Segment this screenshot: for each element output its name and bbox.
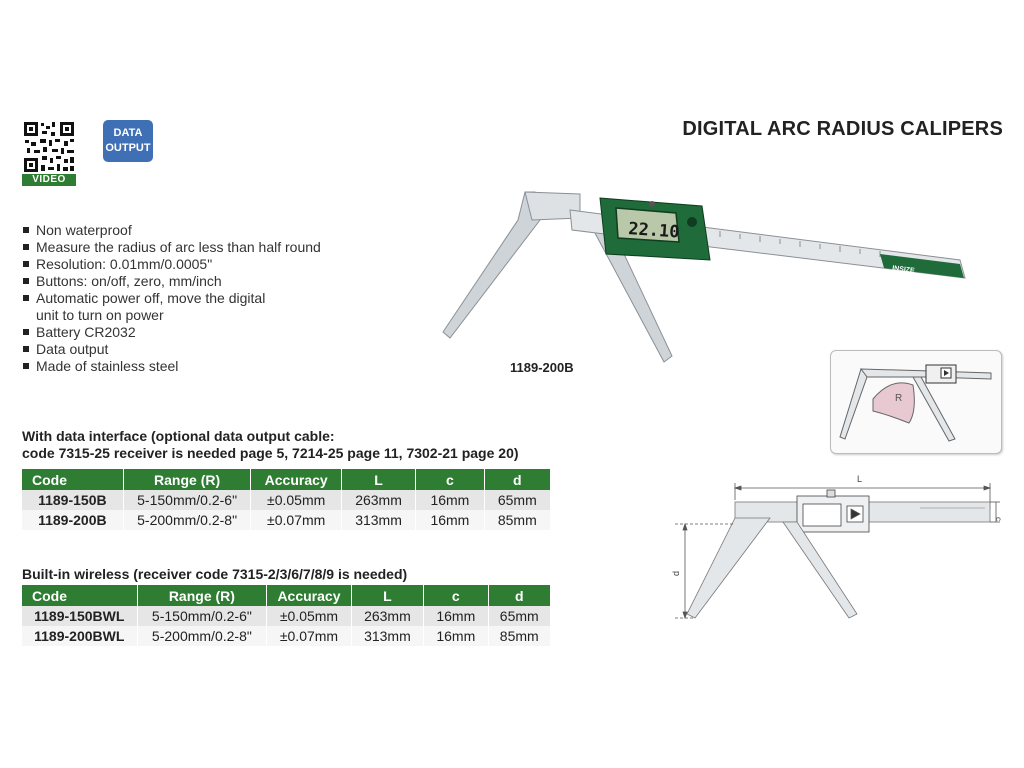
- table-cell: ±0.07mm: [251, 510, 341, 530]
- feature-item: Measure the radius of arc less than half round: [22, 239, 321, 256]
- table-cell: 1189-150BWL: [22, 606, 137, 626]
- spec-table-wireless: [22, 585, 550, 646]
- column-header: c: [416, 469, 484, 490]
- table-cell: 313mm: [351, 626, 423, 646]
- display-value: 22.10: [627, 219, 681, 243]
- table-cell: 5-200mm/0.2-8": [123, 510, 251, 530]
- table-cell: 1189-150B: [22, 490, 123, 510]
- column-header: Accuracy: [267, 585, 352, 606]
- table-cell: 16mm: [424, 626, 488, 646]
- feature-item: Made of stainless steel: [22, 358, 321, 375]
- table-row: [22, 606, 550, 626]
- column-header: Code: [22, 585, 137, 606]
- qr-code-icon: [22, 120, 76, 174]
- column-header: Range (R): [137, 585, 267, 606]
- dimension-label-l: L: [857, 474, 863, 484]
- table-header-row: [22, 585, 550, 606]
- table-header-row: [22, 469, 550, 490]
- diagram-label-r: R: [895, 393, 903, 404]
- table-cell: 16mm: [424, 606, 488, 626]
- column-header: c: [424, 585, 488, 606]
- table-cell: 5-200mm/0.2-8": [137, 626, 267, 646]
- dimension-diagram: [665, 468, 1005, 628]
- page-title: DIGITAL ARC RADIUS CALIPERS: [682, 118, 1003, 140]
- video-label: VIDEO: [22, 174, 76, 186]
- qr-code[interactable]: [22, 120, 76, 186]
- column-header: L: [341, 469, 415, 490]
- table-cell: 1189-200BWL: [22, 626, 137, 646]
- usage-diagram: [830, 350, 1002, 454]
- data-output-badge: [103, 120, 153, 162]
- spec-table-data-interface: [22, 469, 550, 530]
- table1-heading-line2: code 7315-25 receiver is needed page 5, 7214-25 page 11, 7302-21 page 20): [22, 445, 519, 461]
- column-header: L: [351, 585, 423, 606]
- table-cell: 16mm: [416, 490, 484, 510]
- table-cell: 85mm: [488, 626, 550, 646]
- feature-item: Buttons: on/off, zero, mm/inch: [22, 273, 321, 290]
- feature-item: Non waterproof: [22, 222, 321, 239]
- table-cell: 263mm: [351, 606, 423, 626]
- table-cell: 1189-200B: [22, 510, 123, 530]
- feature-item: Resolution: 0.01mm/0.0005": [22, 256, 321, 273]
- product-model-label: 1189-200B: [510, 360, 574, 375]
- table-cell: 65mm: [484, 490, 550, 510]
- feature-list: [22, 222, 321, 375]
- column-header: Accuracy: [251, 469, 341, 490]
- column-header: d: [484, 469, 550, 490]
- table-cell: 65mm: [488, 606, 550, 626]
- feature-item: Battery CR2032: [22, 324, 321, 341]
- column-header: Code: [22, 469, 123, 490]
- table1-heading-line1: With data interface (optional data output cable:: [22, 428, 335, 444]
- column-header: d: [488, 585, 550, 606]
- column-header: Range (R): [123, 469, 251, 490]
- data-output-badge-line2: OUTPUT: [105, 142, 151, 154]
- caliper-product-image: [440, 180, 970, 370]
- button-icon: [687, 217, 697, 227]
- table1-heading: [22, 428, 519, 462]
- table-row: [22, 490, 550, 510]
- feature-item-continuation: [22, 307, 321, 324]
- table-cell: 16mm: [416, 510, 484, 530]
- table2-heading: Built-in wireless (receiver code 7315-2/3/6/7/8/9 is needed): [22, 566, 408, 582]
- feature-item: Data output: [22, 341, 321, 358]
- table-cell: ±0.05mm: [267, 606, 352, 626]
- table-cell: 313mm: [341, 510, 415, 530]
- brand-text: INSIZE: [891, 265, 916, 275]
- dimension-label-d: d: [671, 570, 681, 576]
- usage-diagram-image: [831, 351, 1001, 453]
- table-cell: ±0.07mm: [267, 626, 352, 646]
- table-cell: 5-150mm/0.2-6": [123, 490, 251, 510]
- table-cell: 85mm: [484, 510, 550, 530]
- table-cell: 263mm: [341, 490, 415, 510]
- table-row: [22, 626, 550, 646]
- table-cell: 5-150mm/0.2-6": [137, 606, 267, 626]
- data-output-badge-line1: DATA: [113, 127, 143, 139]
- table-cell: ±0.05mm: [251, 490, 341, 510]
- table-row: [22, 510, 550, 530]
- dimension-label-c: c: [994, 517, 1003, 521]
- feature-text: unit to turn on power: [36, 307, 164, 323]
- feature-item: Automatic power off, move the digital: [22, 290, 321, 307]
